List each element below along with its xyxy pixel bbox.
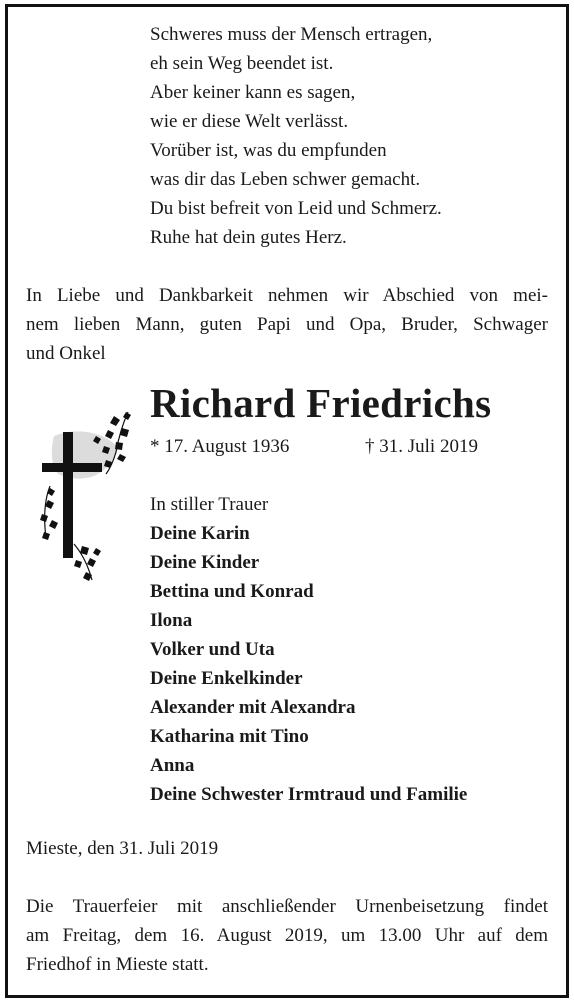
intro-line: In Liebe und Dankbarkeit nehmen wir Abschied von mei- — [26, 285, 548, 306]
deceased-name: Richard Friedrichs — [150, 380, 492, 426]
poem-line: Ruhe hat dein gutes Herz. — [150, 227, 347, 248]
funeral-line: Die Trauerfeier mit anschließender Urnenbeisetzung findet — [26, 896, 548, 917]
cross-with-ivy-icon — [36, 408, 136, 588]
funeral-line: Friedhof in Mieste statt. — [26, 954, 209, 975]
mourner-name: Deine Enkelkinder — [150, 668, 303, 689]
intro-line: nem lieben Mann, guten Papi und Opa, Bruder, Schwager — [26, 314, 548, 335]
mourner-name: Anna — [150, 755, 195, 776]
intro-text — [26, 281, 548, 368]
death-date: † 31. Juli 2019 — [365, 436, 478, 457]
poem-line: was dir das Leben schwer gemacht. — [150, 169, 421, 190]
place-date: Mieste, den 31. Juli 2019 — [26, 838, 219, 859]
mourner-name: Volker und Uta — [150, 639, 275, 660]
mourner-name: Bettina und Konrad — [150, 581, 314, 602]
funeral-info — [26, 892, 548, 979]
poem — [150, 20, 442, 252]
poem-line: Vorüber ist, was du empfunden — [150, 140, 387, 161]
birth-date: * 17. August 1936 — [150, 436, 290, 457]
mourners-heading: In stiller Trauer — [150, 494, 269, 515]
poem-line: eh sein Weg beendet ist. — [150, 53, 334, 74]
mourner-name: Katharina mit Tino — [150, 726, 309, 747]
mourner-name: Alexander mit Alexandra — [150, 697, 356, 718]
poem-line: wie er diese Welt verlässt. — [150, 111, 349, 132]
mourners-list — [150, 490, 467, 809]
poem-line: Schweres muss der Mensch ertragen, — [150, 24, 433, 45]
mourner-name: Ilona — [150, 610, 193, 631]
poem-line: Du bist befreit von Leid und Schmerz. — [150, 198, 442, 219]
mourner-name: Deine Schwester Irmtraud und Familie — [150, 784, 468, 805]
funeral-line: am Freitag, dem 16. August 2019, um 13.00 Uhr auf dem — [26, 925, 548, 946]
poem-line: Aber keiner kann es sagen, — [150, 82, 356, 103]
intro-line: und Onkel — [26, 343, 106, 364]
mourner-name: Deine Karin — [150, 523, 250, 544]
mourner-name: Deine Kinder — [150, 552, 260, 573]
